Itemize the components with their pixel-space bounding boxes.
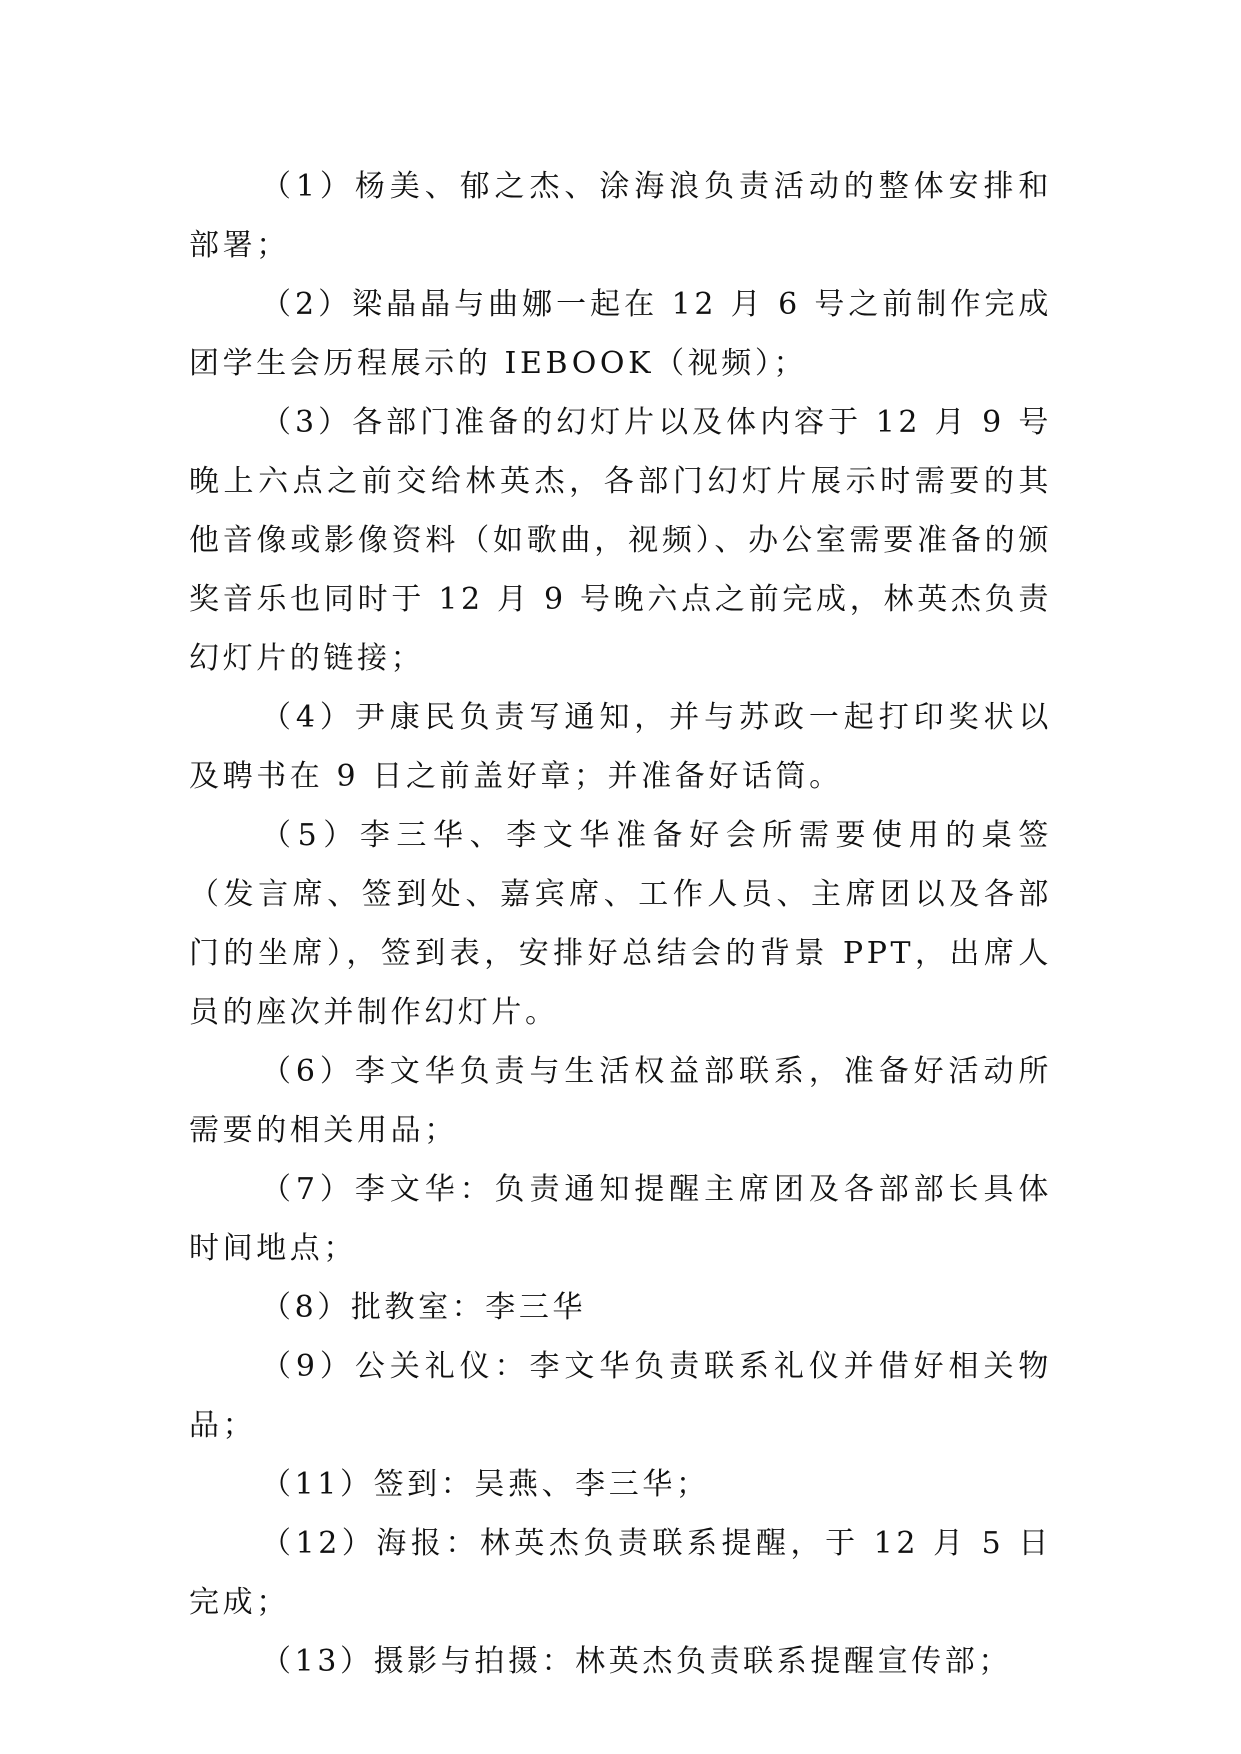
paragraph-item-4: （4）尹康民负责写通知，并与苏政一起打印奖状以及聘书在 9 日之前盖好章；并准备好话筒。 <box>189 700 1052 794</box>
paragraph-item-5: （5）李三华、李文华准备好会所需要使用的桌签（发言席、签到处、嘉宾席、工作人员、主席团以及各部门的坐席），签到表，安排好总结会的背景 PPT，出席人员的座次并制作幻灯片。 <box>189 818 1052 1030</box>
paragraph-item-6: （6）李文华负责与生活权益部联系，准备好活动所需要的相关用品； <box>189 1054 1052 1148</box>
document-body <box>189 157 1052 1691</box>
paragraph-item-1: （1）杨美、郁之杰、涂海浪负责活动的整体安排和部署； <box>189 169 1052 263</box>
paragraph-item-9: （9）公关礼仪：李文华负责联系礼仪并借好相关物品； <box>189 1349 1052 1443</box>
paragraph-item-8: （8）批教室：李三华 <box>261 1290 587 1325</box>
paragraph-item-2: （2）梁晶晶与曲娜一起在 12 月 6 号之前制作完成团学生会历程展示的 IEBOOK（视频）； <box>189 287 1052 381</box>
paragraph-item-11: （11）签到：吴燕、李三华； <box>261 1467 710 1502</box>
paragraph-item-7: （7）李文华：负责通知提醒主席团及各部部长具体时间地点； <box>189 1172 1052 1266</box>
paragraph-item-3: （3）各部门准备的幻灯片以及体内容于 12 月 9 号晚上六点之前交给林英杰，各部门幻灯片展示时需要的其他音像或影像资料（如歌曲，视频）、办公室需要准备的颁奖音乐也同时于 12 月 9 号晚六点之前完成，林英杰负责幻灯片的链接； <box>189 405 1052 676</box>
paragraph-item-12: （12）海报：林英杰负责联系提醒，于 12 月 5 日完成； <box>189 1526 1052 1620</box>
paragraph-item-13: （13）摄影与拍摄：林英杰负责联系提醒宣传部； <box>261 1644 1012 1679</box>
